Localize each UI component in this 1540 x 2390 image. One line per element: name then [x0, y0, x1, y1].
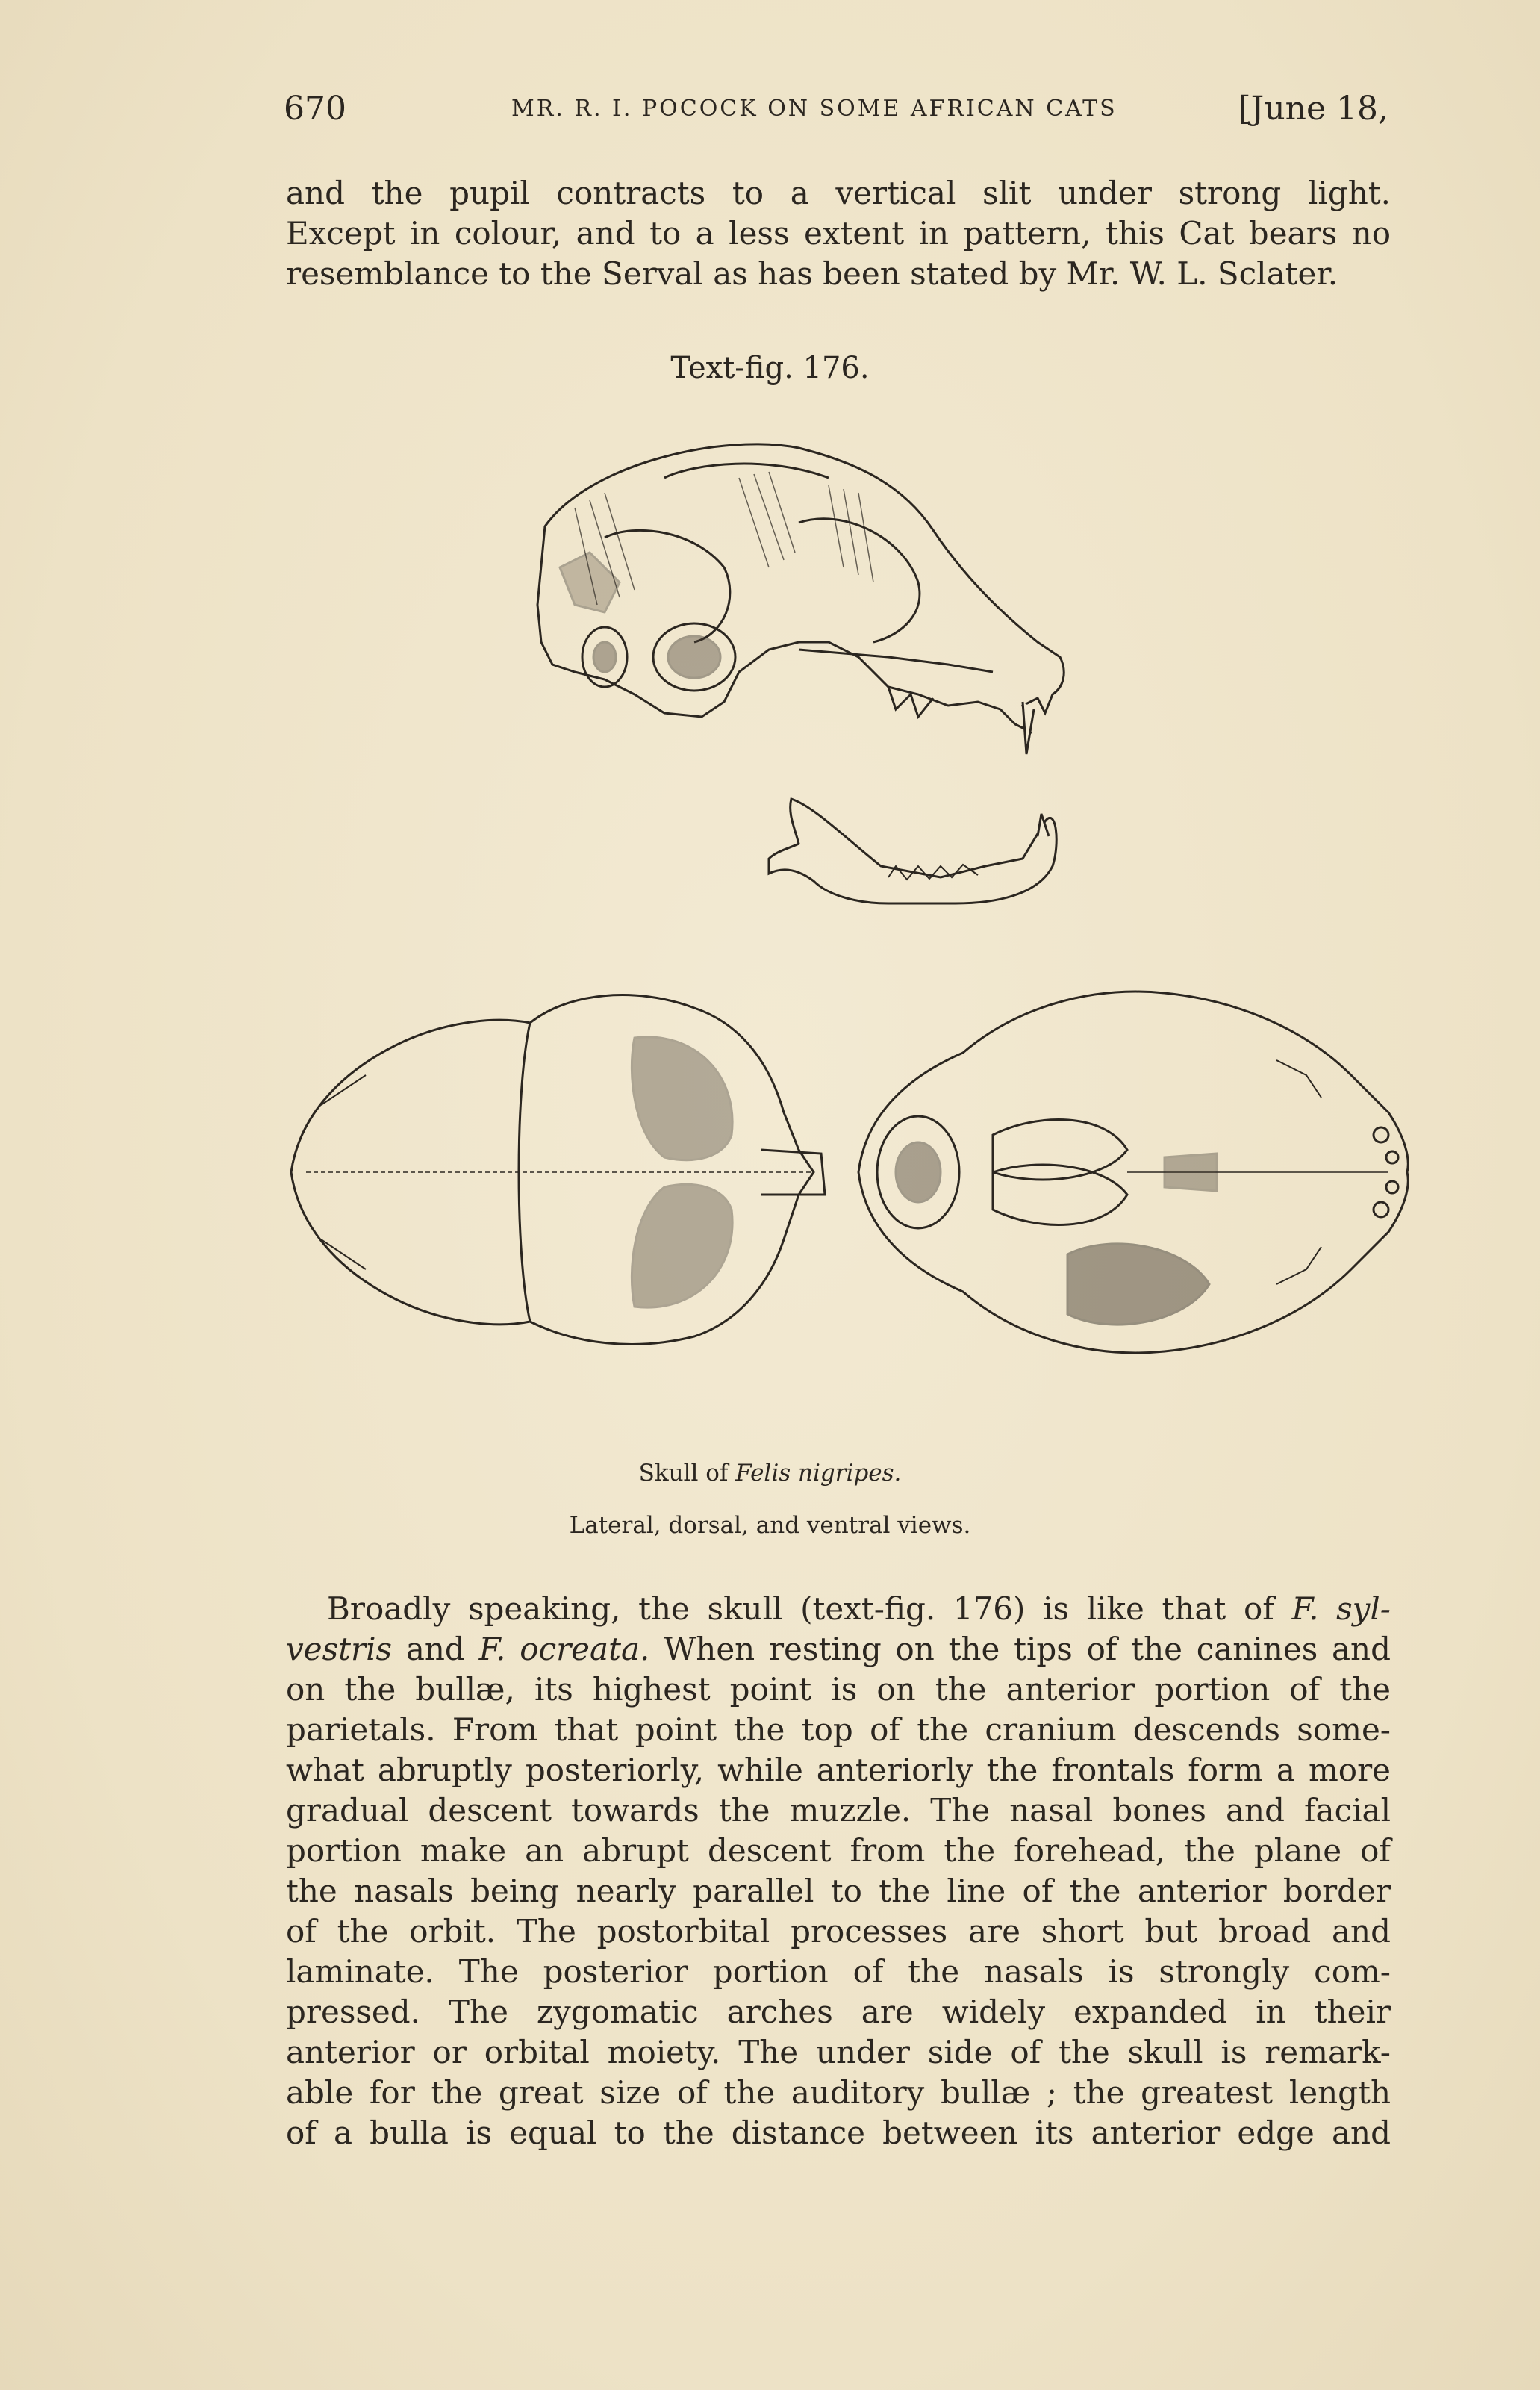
text-line: laminate. The posterior portion of the nasals is strongly com-	[286, 1953, 1391, 1990]
skull-figure	[246, 418, 1441, 1448]
mandible-view	[769, 799, 1056, 903]
header-date: [June 18,	[1238, 90, 1388, 128]
text-line: parietals. From that point the top of the cranium descends some-	[286, 1711, 1391, 1748]
skull-ventral-view	[858, 992, 1408, 1353]
text-line: gradual descent towards the muzzle. The nasal bones and facial	[286, 1792, 1391, 1829]
text-line: of the orbit. The postorbital processes are short but broad and	[286, 1913, 1391, 1949]
text-line: pressed. The zygomatic arches are widely expanded in their	[286, 1994, 1391, 2030]
species-name: F. ocreata.	[478, 1631, 650, 1667]
figure-caption-subtitle: Lateral, dorsal, and ventral views.	[569, 1512, 971, 1539]
skull-lateral-view	[537, 444, 1064, 754]
text-line	[286, 1629, 1391, 1669]
figure-label: Text-fig. 176.	[670, 351, 870, 385]
body-paragraph	[286, 1589, 1391, 2153]
text-line: portion make an abrupt descent from the forehead, the plane of	[286, 1832, 1391, 1869]
running-header	[284, 90, 1388, 134]
top-paragraph	[286, 173, 1391, 294]
text-span: and	[392, 1631, 479, 1667]
text-line: Except in colour, and to a less extent in pattern, this Cat bears no	[286, 215, 1391, 252]
text-line	[286, 1589, 1391, 1629]
running-title: MR. R. I. POCOCK ON SOME AFRICAN CATS	[511, 96, 1117, 122]
species-name: vestris	[286, 1631, 393, 1667]
text-span: Broadly speaking, the skull (text-fig. 176) is like that of	[327, 1590, 1292, 1627]
text-line: able for the great size of the auditory bullæ ; the greatest length	[286, 2074, 1391, 2111]
text-line: of a bulla is equal to the distance between its anterior edge and	[286, 2114, 1391, 2151]
text-span: When resting on the tips of the canines and	[649, 1631, 1391, 1667]
caption-species: Felis nigripes.	[735, 1460, 902, 1487]
text-line: resemblance to the Serval as has been stated by Mr. W. L. Sclater.	[286, 255, 1338, 292]
caption-prefix: Skull of	[638, 1460, 736, 1487]
skull-dorsal-view	[291, 995, 825, 1345]
text-line: anterior or orbital moiety. The under side of the skull is remark-	[286, 2034, 1391, 2070]
species-name: F. syl-	[1291, 1590, 1391, 1627]
text-line: on the bullæ, its highest point is on the anterior portion of the	[286, 1671, 1391, 1708]
text-line: and the pupil contracts to a vertical slit under strong light.	[286, 175, 1391, 211]
text-line: the nasals being nearly parallel to the line of the anterior border	[286, 1873, 1391, 1909]
text-line: what abruptly posteriorly, while anteriorly the frontals form a more	[286, 1752, 1391, 1788]
page-number: 670	[284, 90, 346, 128]
figure-caption-title	[0, 1460, 1540, 1487]
